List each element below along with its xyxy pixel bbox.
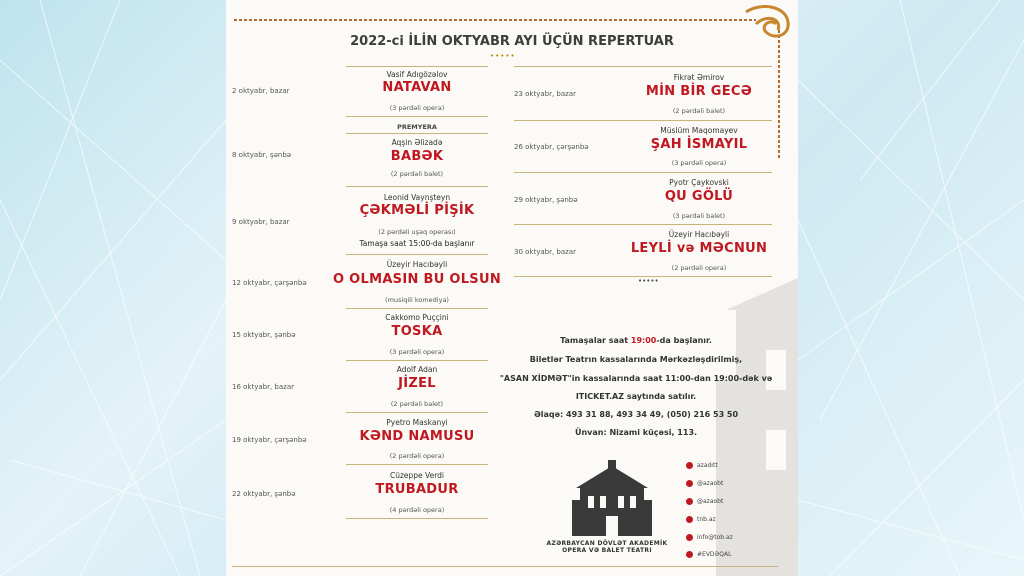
- event-title: TRUBADUR: [375, 482, 459, 497]
- youtube-icon: [686, 462, 693, 469]
- event-composer: Cüzeppe Verdi: [389, 471, 445, 480]
- event-composer: Üzeyir Hacıbəyli: [668, 230, 730, 239]
- showtime-info: [476, 336, 796, 345]
- contact-info: Əlaqə: 493 31 88, 493 34 49, (050) 216 53 50: [533, 410, 739, 419]
- event-date: 29 oktyabr, şənbə: [514, 196, 578, 204]
- event-title: BABƏK: [390, 149, 444, 164]
- event-composer: Leonid Vaynştеyn: [383, 193, 451, 202]
- theatre-name: [532, 540, 682, 554]
- social-email[interactable]: [686, 534, 733, 541]
- event-date: 16 oktyabr, bazar: [232, 383, 294, 391]
- ticket-info: "ASAN XİDMƏT"in kassalarında saat 11:00-dan 19:00-dək və: [499, 374, 773, 383]
- social-facebook[interactable]: [686, 480, 723, 487]
- title-ornament: •••••: [490, 52, 516, 60]
- rule: [514, 224, 772, 225]
- social-label: #EVDƏQAL: [697, 551, 732, 558]
- rule: [346, 518, 488, 519]
- rule: [346, 186, 488, 187]
- theatre-name-line: AZƏRBAYCAN DÖVLƏT AKADEMİK: [546, 540, 668, 547]
- rule: [346, 66, 488, 67]
- rule: [514, 66, 772, 67]
- event-genre: (2 pərdəli opera): [389, 452, 445, 460]
- social-label: info@tob.az: [697, 534, 733, 541]
- event-genre: (3 pərdəli balet): [672, 212, 726, 220]
- mail-icon: [686, 534, 693, 541]
- event-title: MİN BİR GECƏ: [645, 84, 753, 99]
- rule: [232, 566, 778, 567]
- instagram-icon: [686, 498, 693, 505]
- event-composer: Vasif Adıgözəlov: [386, 70, 448, 79]
- social-label: @azaobt: [697, 480, 724, 487]
- event-title: TOSKA: [391, 324, 443, 339]
- event-title: O OLMASIN BU OLSUN: [332, 272, 502, 287]
- premiere-label: PREMYERA: [397, 123, 437, 131]
- ticket-info: ITICKET.AZ saytında satılır.: [575, 392, 697, 401]
- rule: [346, 360, 488, 361]
- theatre-name-line: OPERA VƏ BALET TEATRI: [562, 547, 652, 554]
- event-title: KƏND NAMUSU: [359, 429, 475, 444]
- end-ornament: •••••: [638, 277, 659, 285]
- hashtag-icon: [686, 551, 693, 558]
- social-label: azadıtt: [697, 462, 718, 469]
- event-genre: (3 pərdəli opera): [389, 104, 445, 112]
- rule: [346, 464, 488, 465]
- event-title: JİZEL: [398, 376, 436, 391]
- event-composer: Müslüm Maqomayev: [660, 126, 738, 135]
- event-genre: (2 pərdəli balet): [390, 170, 444, 178]
- info-text: -da başlanır.: [656, 336, 712, 345]
- event-title: QU GÖLÜ: [664, 189, 734, 204]
- ticket-info: Biletlər Teatrın kassalarında Mərkəzləşdirilmiş,: [529, 355, 743, 364]
- event-composer: Cakkomo Puççini: [385, 313, 449, 322]
- rule: [346, 254, 488, 255]
- event-note: Tamaşa saat 15:00-da başlanır: [359, 239, 475, 248]
- globe-icon: [686, 516, 693, 523]
- event-title: ŞAH İSMAYIL: [650, 137, 748, 152]
- event-date: 26 oktyabr, çərşənbə: [514, 143, 589, 151]
- event-composer: Fikrət Əmirov: [673, 73, 725, 82]
- social-label: @azaobt: [697, 498, 724, 505]
- social-hashtag: [686, 551, 731, 558]
- social-label: tnb.az: [697, 516, 716, 523]
- event-date: 2 oktyabr, bazar: [232, 87, 290, 95]
- event-date: 9 oktyabr, bazar: [232, 218, 290, 226]
- repertoire-poster: [226, 0, 798, 576]
- event-title: NATAVAN: [382, 80, 452, 95]
- event-genre: (3 pərdəli opera): [671, 159, 727, 167]
- rule: [346, 133, 488, 134]
- event-date: 12 oktyabr, çərşənbə: [232, 279, 307, 287]
- event-date: 15 oktyabr, şənbə: [232, 331, 296, 339]
- social-youtube[interactable]: [686, 462, 718, 469]
- rule: [346, 412, 488, 413]
- rule: [514, 120, 772, 121]
- rule: [346, 116, 488, 117]
- event-genre: (musiqili komediya): [385, 296, 449, 304]
- event-composer: Pyotr Çaykovski: [669, 178, 729, 187]
- event-composer: Adolf Adan: [396, 365, 438, 374]
- info-text: Tamaşalar saat: [560, 336, 631, 345]
- event-title: ÇƏKMƏLİ PİŞİK: [359, 203, 475, 218]
- theatre-logo-illustration: [572, 460, 652, 536]
- facebook-icon: [686, 480, 693, 487]
- rule: [346, 308, 488, 309]
- event-genre: (3 pərdəli opera): [389, 348, 445, 356]
- event-genre: (2 pərdəli opera): [671, 264, 727, 272]
- event-composer: Pyetro Maskanyi: [386, 418, 448, 427]
- event-composer: Aqşin Əlizadə: [391, 138, 443, 147]
- page-title: 2022-ci İLİN OKTYABR AYI ÜÇÜN REPERTUAR: [350, 34, 674, 49]
- show-time: 19:00: [630, 336, 657, 345]
- event-genre: (2 pərdəli balet): [672, 107, 726, 115]
- event-genre: (4 pərdəli opera): [389, 506, 445, 514]
- event-genre: (2 pərdəli balet): [390, 400, 444, 408]
- event-title: LEYLİ və MƏCNUN: [630, 241, 768, 256]
- event-date: 22 oktyabr, şənbə: [232, 490, 296, 498]
- event-date: 30 oktyabr, bazar: [514, 248, 576, 256]
- address-info: Ünvan: Nizami küçəsi, 113.: [574, 428, 698, 437]
- event-genre: (2 pərdəli uşaq operası): [378, 228, 456, 236]
- social-instagram[interactable]: [686, 498, 723, 505]
- event-date: 8 oktyabr, şənbə: [232, 151, 292, 159]
- event-date: 23 oktyabr, bazar: [514, 90, 576, 98]
- rule: [514, 172, 772, 173]
- event-composer: Üzeyir Hacıbəyli: [386, 260, 448, 269]
- event-date: 19 oktyabr, çərşənbə: [232, 436, 307, 444]
- social-website[interactable]: [686, 516, 716, 523]
